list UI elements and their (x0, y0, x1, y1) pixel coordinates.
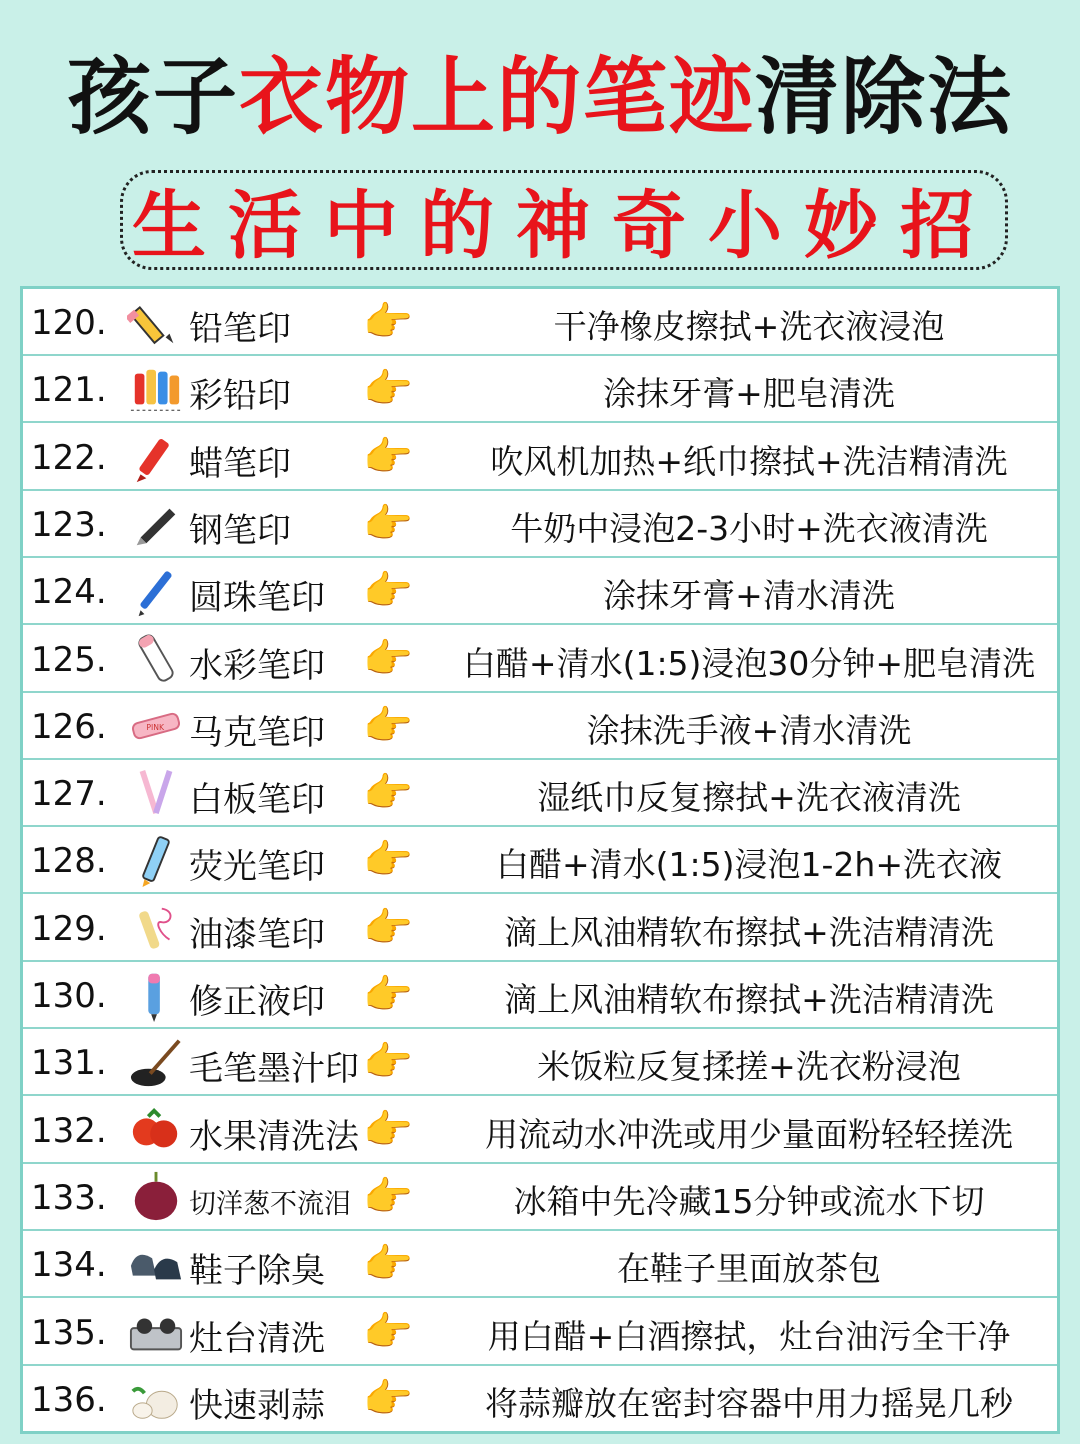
watercolor-pen-icon (127, 632, 185, 686)
row-name: 毛笔墨汁印 (189, 1049, 359, 1090)
pointing-hand-icon: 👉 (363, 770, 413, 817)
pencil-icon (127, 295, 185, 349)
row-number: 124. (31, 572, 107, 613)
row-number: 130. (31, 976, 107, 1016)
row-name: 修正液印 (189, 982, 325, 1022)
page-title (0, 30, 1080, 151)
row-number: 121. (31, 370, 107, 411)
row-name: 蜡笔印 (189, 443, 291, 484)
row-number: 127. (31, 774, 107, 815)
row-name: 灶台清洗 (189, 1318, 325, 1359)
row-method: 用白醋+白酒擦拭，灶台油污全干净 (487, 1316, 1011, 1356)
brush-ink-icon (127, 1035, 185, 1089)
pointing-hand-icon: 👉 (363, 904, 413, 951)
row-method: 涂抹牙膏+清水清洗 (603, 576, 895, 616)
table-row (23, 1097, 1057, 1164)
table-row (23, 693, 1057, 760)
garlic-icon (127, 1372, 185, 1426)
row-number: 123. (31, 504, 107, 545)
row-method: 白醋+清水(1:5)浸泡30分钟+肥皂清洗 (462, 643, 1036, 683)
row-method: 用流动水冲洗或用少量面粉轻轻搓洗 (485, 1114, 1013, 1154)
table-row (23, 626, 1057, 693)
row-name: 马克笔印 (189, 712, 325, 753)
table-row (23, 558, 1057, 625)
pointing-hand-icon: 👉 (363, 702, 413, 749)
row-method: 在鞋子里面放茶包 (617, 1249, 881, 1289)
table-row (23, 760, 1057, 827)
pointing-hand-icon: 👉 (363, 1241, 413, 1288)
table-row (23, 1231, 1057, 1298)
pointing-hand-icon: 👉 (363, 1308, 413, 1355)
row-number: 135. (31, 1312, 107, 1353)
highlighter-icon (127, 833, 185, 887)
row-number: 131. (31, 1043, 107, 1084)
table-row (23, 1029, 1057, 1096)
table-row (23, 1299, 1057, 1366)
table-row (23, 1164, 1057, 1231)
row-number: 134. (31, 1245, 107, 1286)
subtitle: 生活中的神奇小妙招 (132, 183, 996, 269)
row-method: 冰箱中先冷藏15分钟或流水下切 (513, 1181, 985, 1221)
pointing-hand-icon: 👉 (363, 299, 413, 345)
stove-icon (127, 1305, 185, 1359)
row-method: 涂抹牙膏+肥皂清洗 (603, 374, 895, 414)
title-part2: 衣物上的笔迹 (238, 48, 755, 146)
row-name: 白板笔印 (189, 780, 325, 821)
row-number: 125. (31, 639, 107, 680)
tomato-icon (127, 1103, 185, 1157)
pointing-hand-icon: 👉 (363, 837, 413, 884)
tips-table (20, 286, 1060, 1434)
pointing-hand-icon: 👉 (363, 1173, 413, 1220)
pointing-hand-icon: 👉 (363, 1375, 413, 1422)
correction-fluid-icon (127, 968, 185, 1022)
row-name: 荧光笔印 (189, 847, 325, 888)
row-name: 鞋子除臭 (189, 1251, 325, 1292)
row-number: 122. (31, 437, 107, 478)
pointing-hand-icon: 👉 (363, 1106, 413, 1153)
subtitle-banner (120, 170, 1008, 270)
row-number: 129. (31, 908, 107, 949)
title-part1: 孩子 (66, 48, 239, 146)
table-row (23, 827, 1057, 894)
ballpoint-pen-icon (127, 564, 185, 618)
marker-icon (127, 699, 185, 753)
row-name: 油漆笔印 (189, 914, 325, 955)
table-row (23, 1366, 1057, 1433)
row-name: 圆珠笔印 (189, 578, 325, 619)
crayon-icon (127, 430, 185, 484)
table-row (23, 491, 1057, 558)
row-name: 彩铅印 (189, 376, 291, 417)
whiteboard-pen-icon (127, 766, 185, 820)
row-number: 132. (31, 1110, 107, 1151)
table-row (23, 424, 1057, 491)
row-number: 136. (31, 1379, 107, 1420)
title-part3: 清除法 (755, 48, 1014, 146)
table-row (23, 895, 1057, 962)
row-name: 钢笔印 (189, 510, 291, 551)
row-method: 滴上风油精软布擦拭+洗洁精清洗 (504, 912, 994, 952)
pointing-hand-icon: 👉 (363, 366, 413, 413)
shoes-icon (127, 1237, 185, 1291)
row-name: 快速剥蒜 (189, 1385, 325, 1426)
row-method: 吹风机加热+纸巾擦拭+洗洁精清洗 (490, 441, 1008, 481)
table-row (23, 356, 1057, 423)
row-method: 滴上风油精软布擦拭+洗洁精清洗 (504, 980, 994, 1019)
pointing-hand-icon: 👉 (363, 433, 413, 480)
table-row (23, 962, 1057, 1029)
row-number: 128. (31, 841, 107, 882)
row-method: 牛奶中浸泡2-3小时+洗衣液清洗 (510, 508, 988, 548)
pointing-hand-icon: 👉 (363, 635, 413, 682)
row-method: 将蒜瓣放在密封容器中用力摇晃几秒 (485, 1383, 1013, 1423)
row-method: 涂抹洗手液+清水清洗 (586, 710, 912, 750)
row-method: 米饭粒反复揉搓+洗衣粉浸泡 (537, 1047, 961, 1087)
onion-icon (127, 1170, 185, 1224)
pointing-hand-icon: 👉 (363, 568, 413, 615)
row-name: 铅笔印 (189, 309, 291, 349)
row-name: 水果清洗法 (189, 1116, 359, 1157)
row-method: 白醋+清水(1:5)浸泡1-2h+洗衣液 (496, 845, 1002, 885)
row-name: 切洋葱不流泪 (189, 1188, 351, 1220)
pointing-hand-icon: 👉 (363, 972, 413, 1018)
row-method: 湿纸巾反复擦拭+洗衣液清洗 (537, 778, 961, 818)
row-number: 133. (31, 1177, 107, 1218)
pointing-hand-icon: 👉 (363, 1039, 413, 1086)
row-number: 126. (31, 706, 107, 747)
row-number: 120. (31, 303, 107, 343)
table-row (23, 289, 1057, 356)
row-name: 水彩笔印 (189, 645, 325, 686)
colored-pencils-icon (127, 362, 185, 416)
paint-pen-icon (127, 901, 185, 955)
row-method: 干净橡皮擦拭+洗衣液浸泡 (553, 307, 945, 346)
fountain-pen-icon (127, 497, 185, 551)
pointing-hand-icon: 👉 (363, 500, 413, 547)
